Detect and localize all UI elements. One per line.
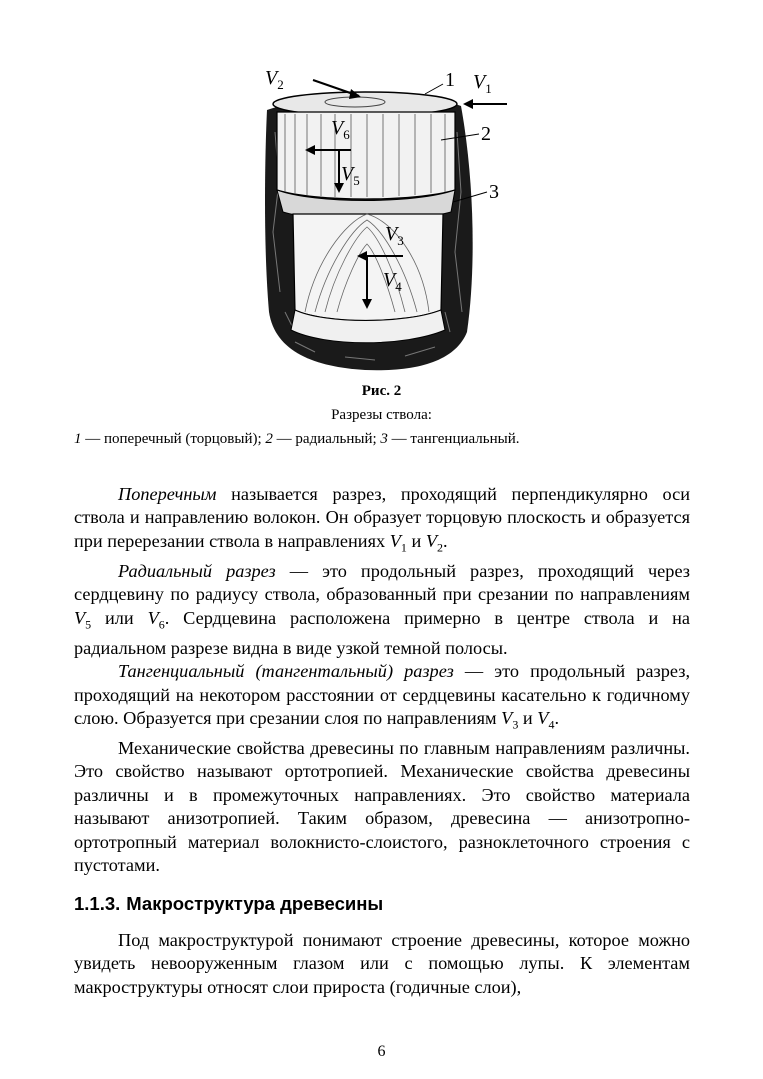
section-heading: 1.1.3. Макроструктура древесины [74,893,384,914]
paragraph-radial: Радиальный разрез — это продольный разрез, проходящий через сердцевину по радиусу ствола, образованный при срезании по направлениям $V_5$ или $V_6$. Сердцевина расположена примерно в центре ствола и на радиальном разрезе видна в виде узкой темной полосы. [74,560,690,658]
label-v4: $V_4$ [383,269,402,294]
label-v6: $V_6$ [331,117,350,142]
body-text-main [74,483,690,877]
figure-number: Рис. 2 [361,383,402,399]
trunk-illustration [255,62,525,382]
radial-cut [277,112,455,199]
page-number: 6 [377,1043,386,1060]
paragraph-macrostructure: Под макроструктурой понимают строение древесины, которое можно увидеть невооруженным глазом или с помощью лупы. К элементам макроструктуры относят слои прироста (годичные слои), [74,930,690,997]
label-2: 2 [481,123,491,145]
label-v2: $V_2$ [265,67,284,92]
label-v5: $V_5$ [341,163,360,188]
paragraph-tangential: Тангенциальный (тангентальный) разрез — это продольный разрез, проходящий на некотором расстоянии от сердцевины касательно к годичному слою. Образуется при срезании слоя по направлениям $V_3$ и $V_4$. [74,661,691,732]
trunk-figure [255,62,525,382]
paragraph-cross-section: Поперечным называется разрез, проходящий перпендикулярно оси ствола и направлению волокон. Он образует торцовую плоскость и образуется при перерезании ствола в направлениях $V_1$ и $V_2$. [74,484,690,555]
label-3: 3 [489,181,499,203]
body-text-macro [74,929,690,999]
label-v3: $V_3$ [385,223,404,248]
label-1: 1 [445,69,455,91]
paragraph-mechanical: Механические свойства древесины по главным направлениям различны. Это свойство называют ортотропией. Механические свойства древесины различны и в промежуточных направлениях. Это свойство материала называют анизотропией. Таким образом, древесина — анизотропно-ортотропный материал волокнисто-слоистого, разноклеточного строения с пустотами. [74,738,690,876]
label-v1: $V_1$ [473,71,492,96]
figure-title: Разрезы ствола: [331,407,432,423]
figure-legend: 1 — поперечный (торцовый); 2 — радиальный; 3 — тангенциальный. [74,431,520,447]
